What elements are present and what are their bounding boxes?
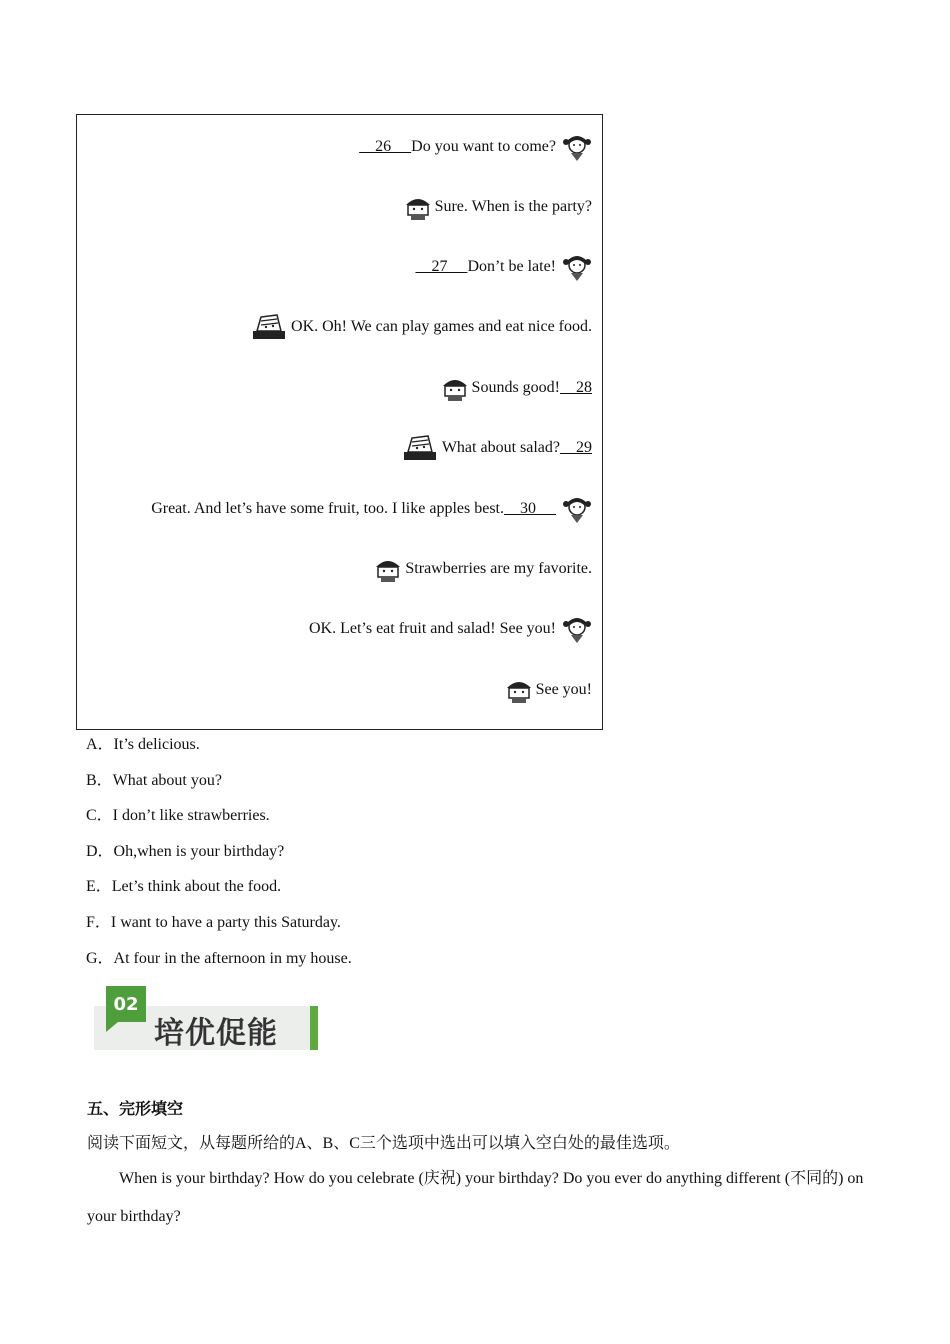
option-g: G．At four in the afternoon in my house. [86, 949, 352, 967]
passage-text: When is your birthday? How do you celebrate (庆祝) your birthday? Do you ever do anything different (不同的) on your birthday? [87, 1170, 864, 1225]
girl-avatar-icon [562, 615, 592, 643]
answer-blank: 29 [560, 439, 592, 456]
teacher-avatar-icon [251, 313, 287, 341]
dialogue-line [504, 674, 592, 706]
dialogue-line [359, 131, 592, 163]
option-b: B．What about you? [86, 771, 222, 789]
dialogue-text: See you! [535, 681, 592, 698]
banner-title: 培优促能 [154, 1016, 278, 1051]
dialogue-line [415, 251, 592, 283]
dialogue-text: OK. Oh! We can play games and eat nice food. [291, 318, 592, 335]
option-e: E．Let’s think about the food. [86, 878, 282, 896]
dialogue-text: Don’t be late! [467, 258, 556, 275]
option-c: C．I don’t like strawberries. [86, 807, 270, 825]
dialogue-line [403, 191, 592, 223]
banner-number: 02 [106, 986, 146, 1022]
option-f: F．I want to have a party this Saturday. [86, 913, 341, 931]
girl-avatar-icon [562, 253, 592, 281]
dialogue-line [440, 372, 592, 404]
section-banner [94, 986, 320, 1052]
answer-blank: 28 [560, 379, 592, 396]
option-a: A．It’s delicious. [86, 736, 200, 753]
section-title: 五、完形填空 [87, 1099, 184, 1118]
boy-avatar-icon [403, 193, 433, 221]
dialogue-text: What about salad? [441, 439, 560, 456]
speech-tail-icon [106, 1022, 118, 1032]
boy-avatar-icon [504, 676, 534, 704]
dialogue-line [402, 432, 592, 464]
dialogue-line [151, 493, 592, 525]
dialogue-line [373, 553, 592, 585]
girl-avatar-icon [562, 133, 592, 161]
teacher-avatar-icon [402, 434, 438, 462]
answer-blank: 30 [504, 500, 556, 517]
dialogue-text: Great. And let’s have some fruit, too. I like apples best. [151, 500, 504, 517]
boy-avatar-icon [373, 555, 403, 583]
girl-avatar-icon [562, 495, 592, 523]
dialogue-text: Do you want to come? [411, 138, 556, 155]
dialogue-text: Sure. When is the party? [434, 198, 592, 215]
boy-avatar-icon [440, 374, 470, 402]
dialogue-line [251, 311, 592, 343]
option-d: D．Oh,when is your birthday? [86, 842, 285, 860]
dialogue-line [309, 613, 592, 645]
dialogue-text: OK. Let’s eat fruit and salad! See you! [308, 620, 556, 637]
instruction-text: 阅读下面短文，从每题所给的A、B、C三个选项中选出可以填入空白处的最佳选项。 [87, 1135, 680, 1152]
banner-accent-bar [310, 1006, 318, 1050]
answer-blank: 27 [415, 258, 468, 275]
dialogue-text: Sounds good! [471, 379, 560, 396]
answer-blank: 26 [359, 138, 412, 155]
dialogue-text: Strawberries are my favorite. [405, 560, 592, 577]
dialogue-box [76, 114, 603, 730]
answer-options [86, 734, 352, 983]
